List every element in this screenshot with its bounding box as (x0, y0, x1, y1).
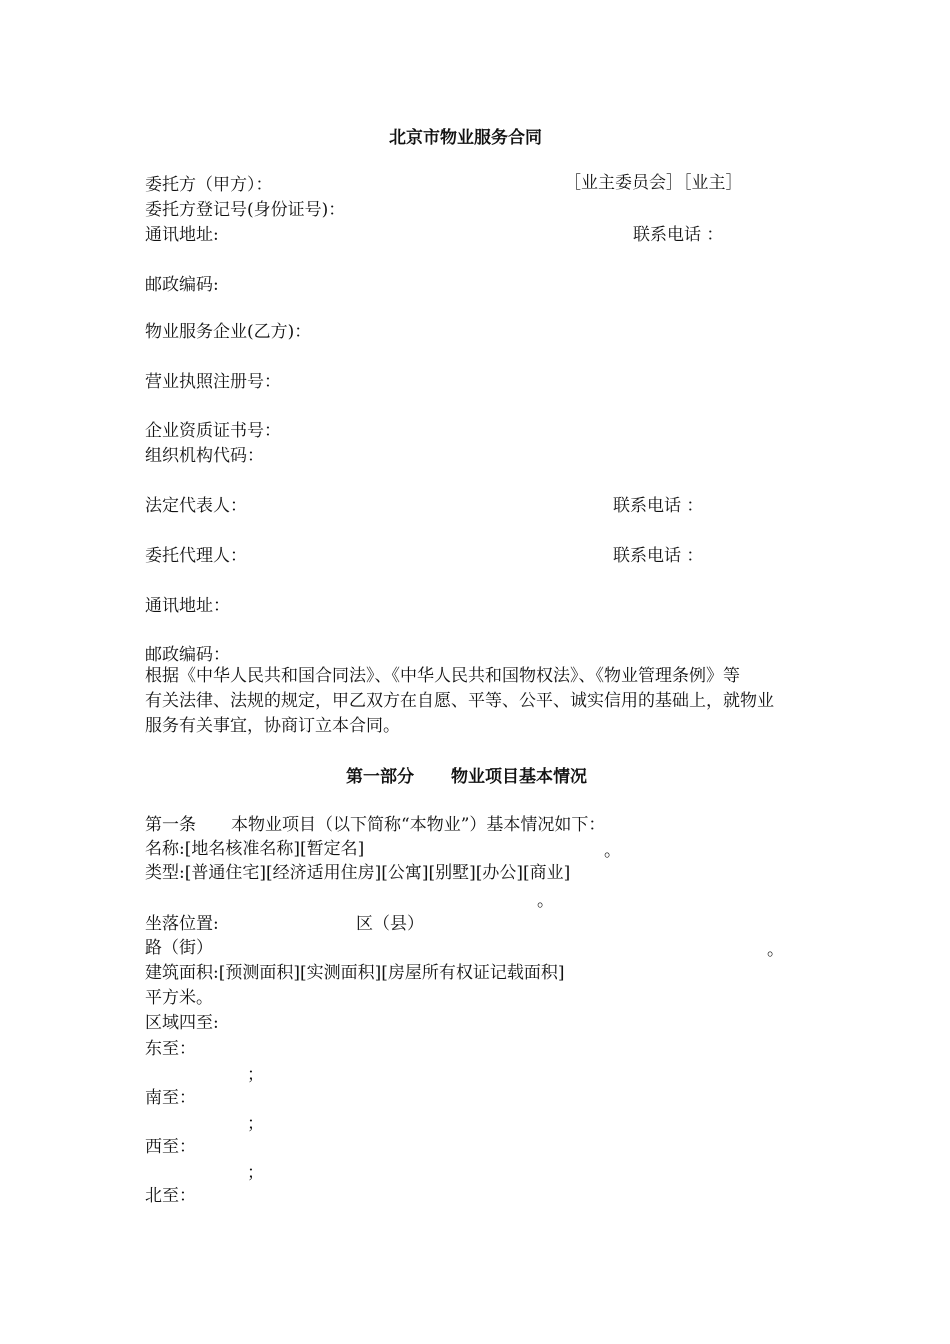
party-a-postcode-label: 邮政编码: (145, 275, 219, 295)
party-a-type-options: ［业主委员会］［业主］ (564, 173, 743, 193)
property-name-line: 名称:[地名核准名称][暂定名] (145, 839, 365, 859)
boundary-west-semicolon: ； (247, 1163, 264, 1183)
boundary-east: 东至： (145, 1039, 196, 1059)
legal-rep-label: 法定代表人： (145, 496, 247, 516)
party-b-qualification-label: 企业资质证书号： (145, 421, 281, 441)
area-line: 建筑面积:[预测面积][实测面积][房屋所有权证记载面积] (145, 963, 565, 983)
preamble-line: 根据《中华人民共和国合同法》、《中华人民共和国物权法》、《物业管理条例》等 (145, 666, 740, 686)
boundary-south-semicolon: ； (247, 1114, 264, 1134)
property-type-line: 类型:[普通住宅][经济适用住房][公寓][别墅][办公][商业] (145, 863, 571, 883)
location-period: 。 (767, 940, 784, 960)
preamble-paragraph (145, 664, 813, 739)
agent-phone-label: 联系电话 ： (613, 546, 704, 566)
party-a-address-label: 通讯地址: (145, 225, 219, 245)
part1-heading-number: 第一部分 (346, 767, 414, 787)
location-road: 路（街） (145, 938, 213, 958)
location-district: 区（县） (356, 914, 424, 934)
boundary-south: 南至： (145, 1088, 196, 1108)
location-label: 坐落位置: (145, 914, 219, 934)
party-b-license-label: 营业执照注册号： (145, 372, 281, 392)
preamble-line: 有关法律、法规的规定，甲乙双方在自愿、平等、公平、诚实信用的基础上，就物业 (145, 691, 774, 711)
agent-label: 委托代理人： (145, 546, 247, 566)
party-b-label: 物业服务企业(乙方)： (145, 322, 312, 342)
party-a-reg-no-label: 委托方登记号(身份证号)： (145, 200, 346, 220)
part1-heading-title: 物业项目基本情况 (451, 767, 587, 787)
name-period: 。 (604, 841, 621, 861)
boundary-north: 北至： (145, 1186, 196, 1206)
preamble-line: 服务有关事宜，协商订立本合同。 (145, 716, 400, 736)
document-title: 北京市物业服务合同 (389, 128, 542, 148)
area-unit: 平方米。 (145, 988, 213, 1008)
party-b-postcode-label: 邮政编码： (145, 645, 230, 665)
boundary-west: 西至： (145, 1137, 196, 1157)
party-b-org-code-label: 组织机构代码： (145, 446, 264, 466)
article1-text: 本物业项目（以下简称“本物业”）基本情况如下： (231, 815, 606, 835)
boundaries-label: 区域四至: (145, 1013, 219, 1033)
boundary-east-semicolon: ； (247, 1065, 264, 1085)
party-b-address-label: 通讯地址： (145, 596, 230, 616)
type-period: 。 (537, 891, 554, 911)
party-a-label: 委托方（甲方）： (145, 175, 273, 195)
legal-rep-phone-label: 联系电话 ： (613, 496, 704, 516)
party-a-phone-label: 联系电话 ： (633, 225, 724, 245)
article1-number: 第一条 (145, 815, 196, 835)
